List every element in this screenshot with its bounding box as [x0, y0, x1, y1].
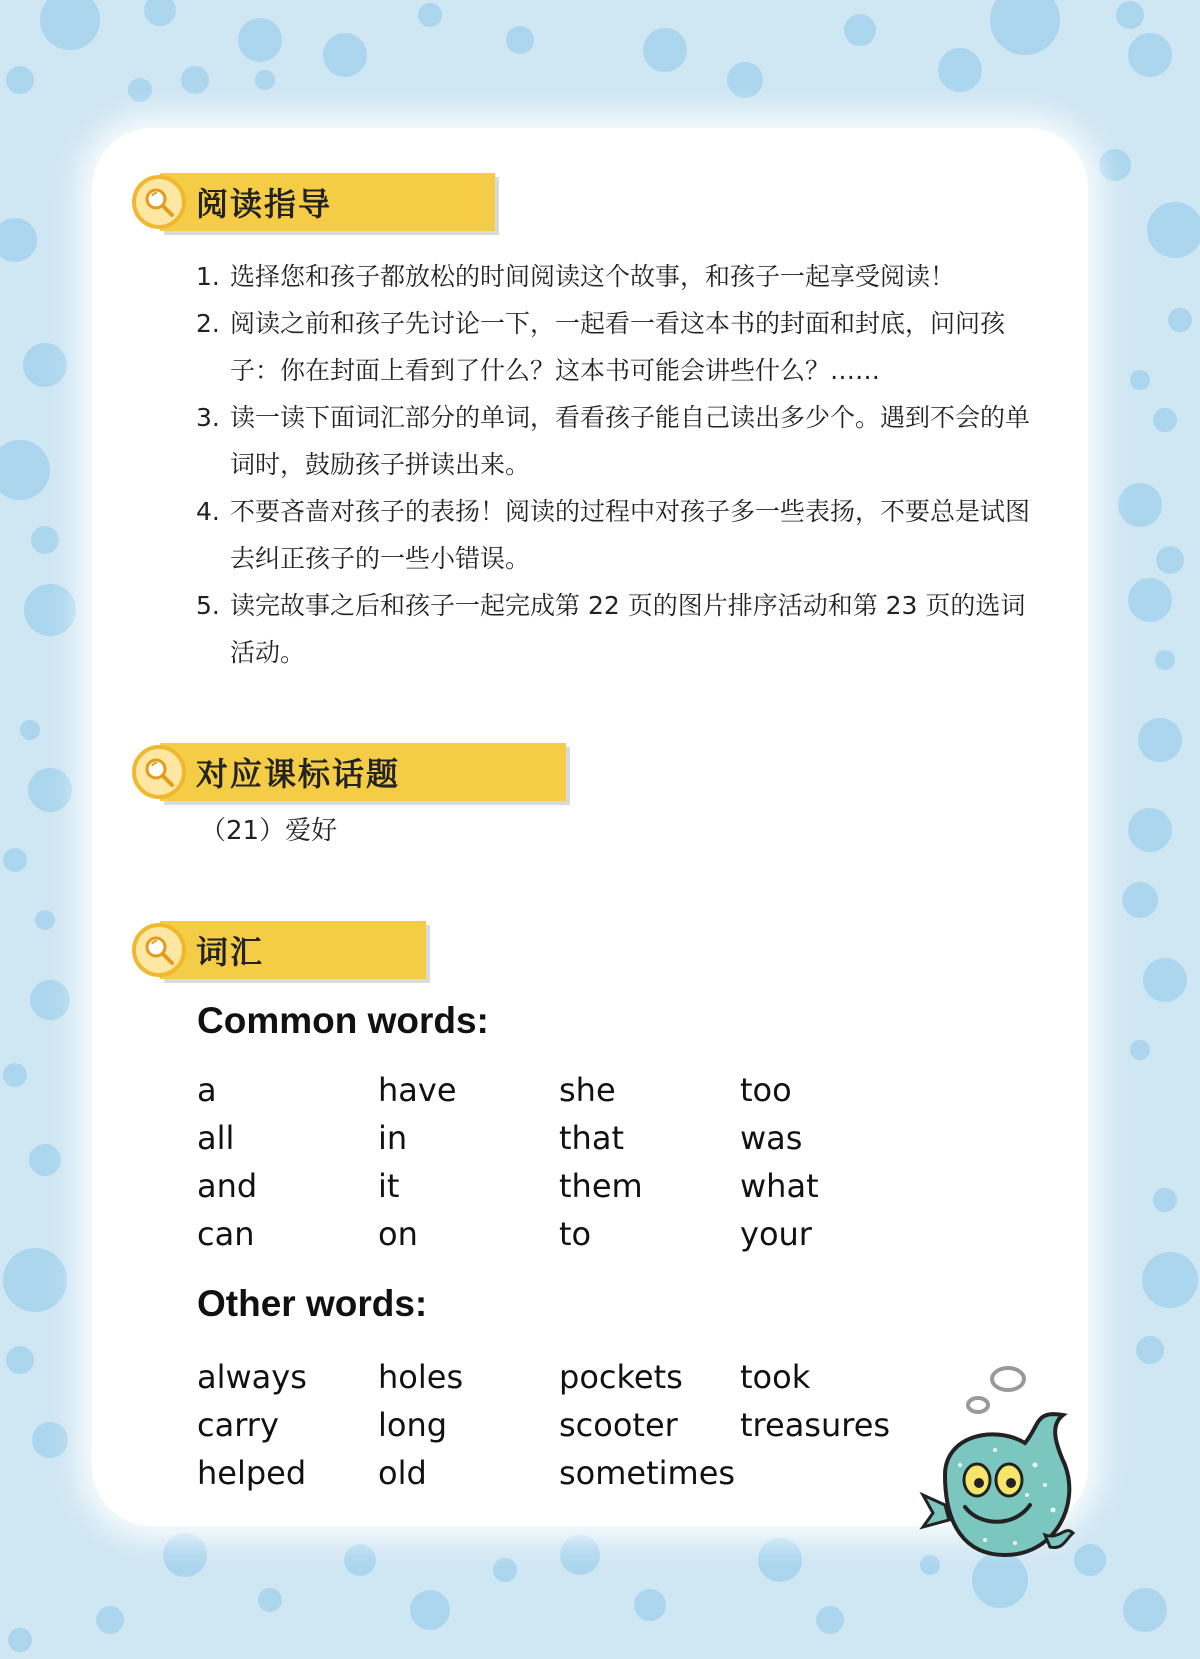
bubble-dot [238, 18, 282, 62]
curriculum-topic-title: 对应课标话题 [196, 755, 401, 793]
bubble-dot [1142, 1252, 1198, 1308]
vocab-word: holes [378, 1358, 464, 1396]
bubble-dot [23, 343, 67, 387]
bubble-dot [3, 848, 27, 872]
vocabulary-title: 词汇 [196, 933, 265, 971]
bubble-dot [1099, 149, 1131, 181]
bubble-dot [1122, 882, 1158, 918]
bubble-dot [181, 66, 209, 94]
bubble-dot [1128, 578, 1172, 622]
reading-guide-list [196, 253, 1036, 676]
vocab-word: all [197, 1119, 235, 1157]
guide-item-number: 1. [196, 262, 220, 291]
vocab-word: always [197, 1358, 307, 1396]
vocab-word: sometimes [559, 1454, 736, 1492]
bubble-dot [1130, 370, 1150, 390]
common-words-label: Common words: [197, 1000, 489, 1041]
bubble-dot [20, 720, 40, 740]
bubble-dot [1153, 408, 1177, 432]
guide-item [196, 394, 1036, 488]
guide-item-text: 读一读下面词汇部分的单词，看看孩子能自己读出多少个。遇到不会的单词时，鼓励孩子拼读出来。 [230, 403, 1031, 479]
magnifier-icon [132, 923, 186, 977]
bubble-dot [1123, 1588, 1167, 1632]
bubble-dot [35, 910, 55, 930]
vocab-word: what [740, 1167, 819, 1205]
guide-item-number: 2. [196, 309, 220, 338]
bubble-dot [1128, 33, 1172, 77]
guide-item-text: 不要吝啬对孩子的表扬！阅读的过程中对孩子多一些表扬，不要总是试图去纠正孩子的一些小错误。 [230, 497, 1031, 573]
bubble-dot [506, 26, 534, 54]
bubble-dot [560, 1535, 600, 1575]
bubble-dot [418, 3, 442, 27]
vocab-word: carry [197, 1406, 279, 1444]
bubble-dot [29, 1144, 61, 1176]
fish-mascot [915, 1355, 1085, 1565]
bubble-dot [938, 48, 982, 92]
bubble-dot [816, 1606, 844, 1634]
magnifier-icon [132, 745, 186, 799]
vocab-word: too [740, 1071, 792, 1109]
guide-item-number: 3. [196, 403, 220, 432]
vocab-word [740, 1449, 930, 1497]
bubble-dot [31, 526, 59, 554]
bubble-dot [1147, 202, 1200, 258]
vocab-word: your [740, 1215, 812, 1253]
vocab-word: it [378, 1167, 400, 1205]
guide-item [196, 253, 1036, 300]
bubble-dot [1116, 1, 1144, 29]
bubble-dot [1118, 483, 1162, 527]
vocab-word: pockets [559, 1358, 683, 1396]
bubble-dot [32, 1422, 68, 1458]
vocab-word: was [740, 1119, 803, 1157]
reading-guide-title: 阅读指导 [196, 185, 333, 223]
bubble-dot [163, 1533, 207, 1577]
bubble-dot [3, 1248, 67, 1312]
bubble-dot [758, 1538, 802, 1582]
bubble-dot [30, 980, 70, 1020]
guide-item [196, 488, 1036, 582]
magnifier-icon [132, 175, 186, 229]
bubble-dot [8, 1628, 32, 1652]
bubble-dot [1153, 1188, 1177, 1212]
bubble-dot [634, 1589, 666, 1621]
curriculum-topic-text: （21）爱好 [200, 816, 338, 846]
bubble-dot [1143, 958, 1187, 1002]
bubble-dot [323, 33, 367, 77]
vocab-word: she [559, 1071, 616, 1109]
bubble-dot [28, 768, 72, 812]
bubble-dot [0, 440, 50, 500]
other-words-label: Other words: [197, 1283, 428, 1324]
vocab-word: have [378, 1071, 457, 1109]
bubble-dot [1128, 808, 1172, 852]
guide-item [196, 582, 1036, 676]
bubble-dot [24, 584, 76, 636]
bubble-dot [493, 1558, 517, 1582]
vocab-word: treasures [740, 1406, 891, 1444]
vocab-word: long [378, 1406, 448, 1444]
vocab-word: scooter [559, 1406, 678, 1444]
bubble-dot [1136, 1336, 1164, 1364]
guide-item [196, 300, 1036, 394]
bubble-dot [1168, 308, 1192, 332]
bubble-dot [258, 1588, 282, 1612]
bubble-dot [0, 218, 37, 262]
bubble-dot [727, 62, 763, 98]
vocab-word: old [378, 1454, 427, 1492]
curriculum-topic-heading [132, 743, 400, 801]
vocab-word: in [378, 1119, 408, 1157]
vocab-word: and [197, 1167, 258, 1205]
vocab-word: took [740, 1358, 811, 1396]
vocab-word: can [197, 1215, 255, 1253]
bubble-dot [990, 0, 1060, 55]
other-words-grid [197, 1353, 930, 1497]
guide-item-number: 5. [196, 591, 220, 620]
common-words-grid [197, 1066, 930, 1258]
vocab-word: that [559, 1119, 624, 1157]
bubble-dot [1155, 650, 1175, 670]
bubble-dot [3, 1063, 27, 1087]
bubble-dot [144, 0, 176, 26]
vocab-word: them [559, 1167, 643, 1205]
guide-item-text: 阅读之前和孩子先讨论一下，一起看一看这本书的封面和封底，问问孩子：你在封面上看到了什么？这本书可能会讲些什么？…… [230, 309, 1006, 385]
bubble-dot [844, 14, 876, 46]
bubble-dot [128, 78, 152, 102]
vocab-word: helped [197, 1454, 307, 1492]
bubble-dot [6, 1346, 34, 1374]
bubble-dot [410, 1590, 450, 1630]
reading-guide-heading [132, 173, 332, 231]
bubble-dot [1138, 718, 1182, 762]
vocabulary-heading [132, 921, 264, 979]
vocab-word: a [197, 1071, 217, 1109]
guide-item-text: 选择您和孩子都放松的时间阅读这个故事，和孩子一起享受阅读！ [230, 262, 956, 291]
bubble-dot [6, 66, 34, 94]
bubble-dot [1130, 1040, 1150, 1060]
bubble-dot [344, 1544, 376, 1576]
bubble-dot [255, 70, 275, 90]
vocab-word: on [378, 1215, 418, 1253]
bubble-dot [96, 1606, 124, 1634]
guide-item-text: 读完故事之后和孩子一起完成第 22 页的图片排序活动和第 23 页的选词活动。 [230, 591, 1026, 667]
bubble-dot [40, 0, 100, 50]
bubble-dot [643, 28, 687, 72]
vocab-word: to [559, 1215, 592, 1253]
bubble-dot [1156, 546, 1184, 574]
guide-item-number: 4. [196, 497, 220, 526]
